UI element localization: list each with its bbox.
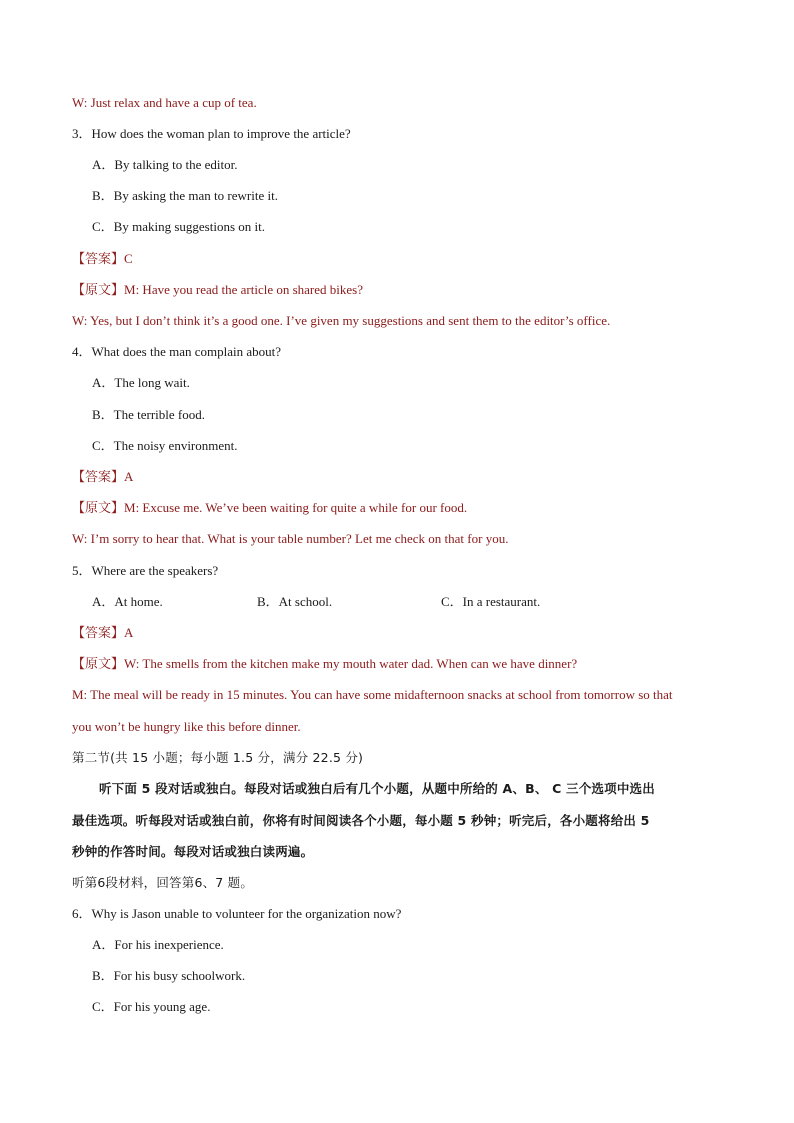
q4-script-2: W: I’m sorry to hear that. What is your table number? Let me check on that for you. bbox=[72, 531, 509, 546]
section-instructions-3: 秒钟的作答时间。每段对话或独白读两遍。 bbox=[72, 844, 314, 859]
q4-script-1 bbox=[72, 500, 467, 516]
q5-option-b: B．At school. bbox=[257, 594, 333, 609]
q6-option-a: A．For his inexperience. bbox=[92, 937, 224, 952]
q5-script-1 bbox=[72, 656, 577, 672]
script-tag: 【原文】 bbox=[72, 656, 125, 671]
script-text: M: Have you read the article on shared bikes? bbox=[124, 282, 363, 297]
q5-option-a: A．At home. bbox=[92, 594, 163, 609]
q6-option-b: B．For his busy schoolwork. bbox=[92, 968, 246, 983]
q3-option-c: C．By making suggestions on it. bbox=[92, 219, 265, 234]
q3-option-a: A．By talking to the editor. bbox=[92, 157, 238, 172]
q6-option-c: C．For his young age. bbox=[92, 999, 211, 1014]
question-5: 5．Where are the speakers? bbox=[72, 563, 219, 578]
answer-tag: 【答案】 bbox=[72, 469, 125, 484]
q5-script-3: you won’t be hungry like this before dinner. bbox=[72, 719, 301, 734]
section-heading: 第二节(共 15 小题；每小题 1.5 分，满分 22.5 分) bbox=[72, 750, 364, 765]
dialogue-line: W: Just relax and have a cup of tea. bbox=[72, 95, 257, 110]
script-text: W: The smells from the kitchen make my mouth water dad. When can we have dinner? bbox=[124, 656, 578, 671]
script-text: M: Excuse me. We’ve been waiting for quite a while for our food. bbox=[124, 500, 468, 515]
answer-value: A bbox=[124, 469, 134, 484]
script-tag: 【原文】 bbox=[72, 500, 125, 515]
q5-option-c: C．In a restaurant. bbox=[441, 594, 541, 609]
subsection-heading: 听第6段材料，回答第6、7 题。 bbox=[72, 875, 254, 890]
question-3: 3．How does the woman plan to improve the article? bbox=[72, 126, 351, 141]
script-tag: 【原文】 bbox=[72, 282, 125, 297]
question-6: 6．Why is Jason unable to volunteer for the organization now? bbox=[72, 906, 402, 921]
q3-script-1 bbox=[72, 282, 363, 298]
q5-answer bbox=[72, 625, 133, 641]
q3-option-b: B．By asking the man to rewrite it. bbox=[92, 188, 278, 203]
answer-value: A bbox=[124, 625, 134, 640]
q4-answer bbox=[72, 469, 133, 485]
q3-answer bbox=[72, 251, 133, 267]
answer-tag: 【答案】 bbox=[72, 625, 125, 640]
q4-option-c: C．The noisy environment. bbox=[92, 438, 238, 453]
q4-option-b: B．The terrible food. bbox=[92, 407, 205, 422]
question-4: 4．What does the man complain about? bbox=[72, 344, 282, 359]
q5-script-2: M: The meal will be ready in 15 minutes. You can have some midafternoon snacks at school from tomorrow so that bbox=[72, 687, 673, 702]
section-instructions-1: 听下面 5 段对话或独白。每段对话或独白后有几个小题，从题中所给的 A、B、 C 三个选项中选出 bbox=[99, 781, 655, 796]
answer-value: C bbox=[124, 251, 133, 266]
q3-script-2: W: Yes, but I don’t think it’s a good one. I’ve given my suggestions and sent them to the editor’s office. bbox=[72, 313, 611, 328]
section-instructions-2: 最佳选项。听每段对话或独白前，你将有时间阅读各个小题，每小题 5 秒钟；听完后，各小题将给出 5 bbox=[72, 813, 650, 828]
answer-tag: 【答案】 bbox=[72, 251, 125, 266]
q4-option-a: A．The long wait. bbox=[92, 375, 190, 390]
